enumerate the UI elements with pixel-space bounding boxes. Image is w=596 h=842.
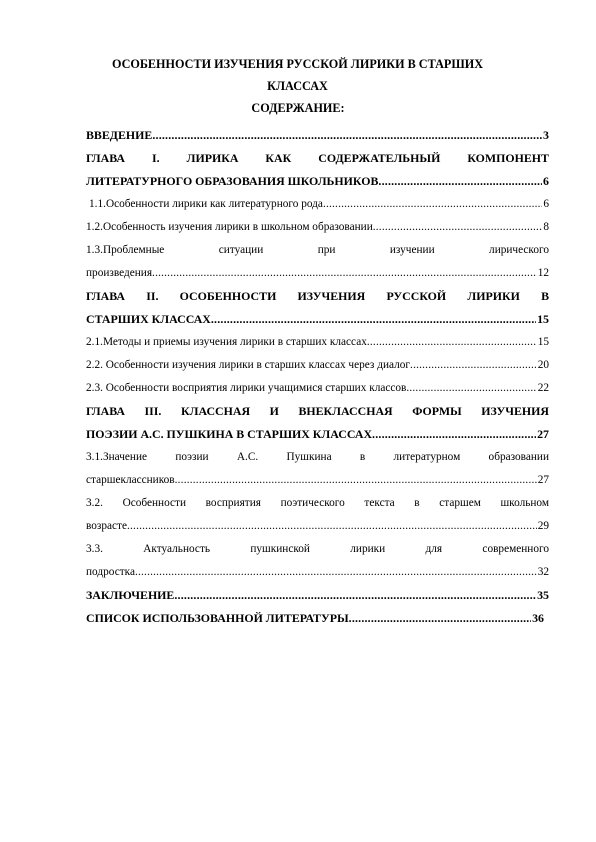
toc-leader-dots	[127, 515, 537, 538]
toc-chapter-3-line-1: ГЛАВА III. КЛАССНАЯ И ВНЕКЛАССНАЯ ФОРМЫ ИЗУЧЕНИЯ	[86, 404, 549, 418]
toc-page-number: 6	[543, 174, 549, 188]
toc-leader-dots	[367, 331, 537, 354]
toc-page-number: 22	[537, 382, 549, 394]
toc-section-1-1	[86, 193, 549, 216]
toc-entry-text: ЛИТЕРАТУРНОГО ОБРАЗОВАНИЯ ШКОЛЬНИКОВ	[86, 174, 379, 188]
toc-section-3-3-line-2	[86, 561, 549, 584]
toc-section-3-2-line-2	[86, 515, 549, 538]
toc-page-number: 15	[537, 336, 549, 348]
table-of-contents	[86, 124, 549, 630]
toc-page-number: 35	[537, 588, 549, 602]
toc-section-3-1-line-1: 3.1.Значение поэзии А.С. Пушкина в литературном образовании	[86, 451, 549, 463]
toc-leader-dots	[323, 193, 542, 216]
toc-page-number: 29	[537, 520, 549, 532]
toc-page-number: 15	[537, 312, 549, 326]
toc-entry-text: СПИСОК ИСПОЛЬЗОВАННОЙ ЛИТЕРАТУРЫ	[86, 611, 349, 625]
toc-page-number: 32	[537, 566, 549, 578]
toc-leader-dots	[372, 423, 536, 446]
toc-leader-dots	[211, 308, 536, 331]
toc-chapter-3-line-2	[86, 423, 549, 446]
toc-entry-text: старшеклассников	[86, 474, 175, 486]
contents-heading: СОДЕРЖАНИЕ:	[251, 101, 345, 115]
toc-entry-text: СТАРШИХ КЛАССАХ	[86, 312, 211, 326]
toc-section-1-3-line-2	[86, 262, 549, 285]
toc-leader-dots	[410, 354, 537, 377]
toc-chapter-2-line-1: ГЛАВА II. ОСОБЕННОСТИ ИЗУЧЕНИЯ РУССКОЙ ЛИРИКИ В	[86, 289, 549, 303]
toc-entry-conclusion	[86, 584, 549, 607]
toc-entry-intro	[86, 124, 549, 147]
toc-section-1-2	[86, 216, 549, 239]
toc-section-3-2-line-1: 3.2. Особенности восприятия поэтического текста в старшем школьном	[86, 497, 549, 509]
toc-leader-dots	[373, 216, 543, 239]
toc-section-2-1	[86, 331, 549, 354]
toc-page-number: 20	[537, 359, 549, 371]
toc-page-number: 8	[543, 221, 549, 233]
toc-page-number: 27	[537, 427, 549, 441]
toc-section-2-2	[86, 354, 549, 377]
toc-section-1-3-line-1: 1.3.Проблемные ситуации при изучении лирического	[86, 244, 549, 256]
toc-entry-text: 1.2.Особенность изучения лирики в школьном образовании	[86, 221, 373, 233]
toc-chapter-1-line-2	[86, 170, 549, 193]
toc-entry-text: 2.1.Методы и приемы изучения лирики в старших классах	[86, 336, 367, 348]
toc-page-number: 36	[532, 611, 544, 625]
toc-entry-text: 2.3. Особенности восприятия лирики учащимися старших классов	[86, 382, 407, 394]
toc-page-number: 12	[537, 267, 549, 279]
toc-entry-text: 2.2. Особенности изучения лирики в старших классах через диалог	[86, 359, 411, 371]
toc-entry-text: ПОЭЗИИ А.С. ПУШКИНА В СТАРШИХ КЛАССАХ	[86, 427, 373, 441]
toc-entry-text: возрасте	[86, 520, 127, 532]
toc-section-3-1-line-2	[86, 469, 549, 492]
toc-page-number: 6	[543, 198, 549, 210]
toc-page-number: 3	[543, 128, 549, 142]
toc-leader-dots	[174, 584, 536, 607]
toc-section-3-3-line-1: 3.3. Актуальность пушкинской лирики для современного	[86, 543, 549, 555]
toc-entry-references	[86, 607, 544, 630]
toc-leader-dots	[378, 170, 542, 193]
toc-entry-text: ЗАКЛЮЧЕНИЕ	[86, 588, 175, 602]
toc-entry-text: подростка	[86, 566, 135, 578]
toc-section-2-3	[86, 377, 549, 400]
toc-chapter-1-line-1: ГЛАВА I. ЛИРИКА КАК СОДЕРЖАТЕЛЬНЫЙ КОМПОНЕНТ	[86, 151, 549, 165]
toc-chapter-2-line-2	[86, 308, 549, 331]
toc-leader-dots	[349, 607, 531, 630]
toc-page-number: 27	[537, 474, 549, 486]
toc-leader-dots	[152, 262, 537, 285]
toc-entry-text: ВВЕДЕНИЕ	[86, 128, 153, 142]
toc-leader-dots	[175, 469, 537, 492]
toc-leader-dots	[152, 124, 542, 147]
toc-entry-text: произведения	[86, 267, 153, 279]
toc-leader-dots	[406, 377, 536, 400]
toc-entry-text: 1.1.Особенности лирики как литературного рода	[89, 198, 323, 210]
document-title: ОСОБЕННОСТИ ИЗУЧЕНИЯ РУССКОЙ ЛИРИКИ В СТАРШИХ КЛАССАХ	[111, 57, 484, 93]
toc-leader-dots	[135, 561, 537, 584]
